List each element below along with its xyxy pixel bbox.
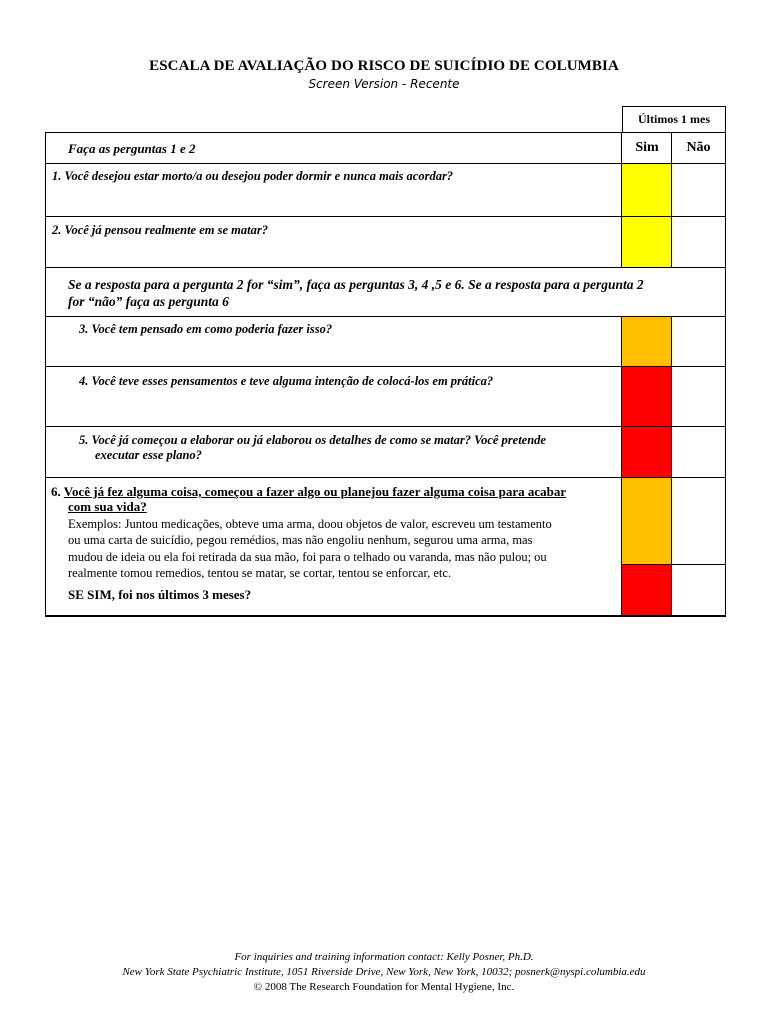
- grid-line: [621, 316, 622, 616]
- q5-yes-cell[interactable]: [622, 426, 672, 477]
- instruction-line-1: Se a resposta para a pergunta 2 for “sim”, faça as perguntas 3, 4 ,5 e 6. Se a resposta para a pergunta 2: [68, 277, 644, 292]
- intro-label: Faça as perguntas 1 e 2: [68, 141, 196, 156]
- grid-line: [45, 267, 726, 268]
- grid-line: [725, 106, 726, 616]
- grid-line: [45, 132, 46, 616]
- q3-yes-cell[interactable]: [622, 316, 672, 366]
- grid-line: [45, 615, 726, 617]
- question-6-example-3: mudou de ideia ou ela foi retirada da sua mão, foi para o telhado ou varanda, mas não pulou; ou: [68, 550, 547, 564]
- grid-line: [45, 163, 726, 164]
- grid-line: [671, 316, 672, 616]
- question-6-text: Você já fez alguma coisa, começou a fazer algo ou planejou fazer alguma coisa para acabar: [63, 484, 567, 499]
- question-6-example-4: realmente tomou remedios, tentou se matar, se cortar, tentou se enforcar, etc.: [68, 566, 452, 580]
- q6-followup-yes-cell[interactable]: [622, 564, 672, 615]
- question-6-line-1: [51, 484, 566, 499]
- question-6-number: 6.: [51, 484, 64, 499]
- question-2: 2. Você já pensou realmente em se matar?: [52, 223, 268, 237]
- q4-yes-cell[interactable]: [622, 366, 672, 426]
- grid-line: [45, 316, 726, 317]
- question-5-line-2: executar esse plano?: [95, 448, 202, 462]
- q2-yes-cell[interactable]: [622, 216, 672, 267]
- question-6-example-2: ou uma carta de suicídio, pegou remédios, mas não engoliu nenhum, segurou uma arma, mas: [68, 533, 533, 547]
- footer-copyright: © 2008 The Research Foundation for Mental Hygiene, Inc.: [253, 981, 515, 993]
- q6-yes-cell[interactable]: [622, 477, 672, 564]
- question-6-line-2: com sua vida?: [68, 499, 147, 514]
- question-4: 4. Você teve esses pensamentos e teve alguma intenção de colocá-los em prática?: [79, 374, 494, 388]
- footer-address: New York State Psychiatric Institute, 1051 Riverside Drive, New York, New York, 10032; posnerk@nyspi.columbia.edu: [122, 966, 646, 978]
- grid-line: [45, 132, 726, 133]
- page-title: ESCALA DE AVALIAÇÃO DO RISCO DE SUICÍDIO DE COLUMBIA: [149, 58, 619, 74]
- grid-line: [45, 477, 726, 478]
- instruction-line-2: for “não” faça as pergunta 6: [68, 294, 229, 309]
- question-3: 3. Você tem pensado em como poderia fazer isso?: [79, 322, 333, 336]
- col-yes: Sim: [635, 140, 659, 155]
- grid-line: [45, 366, 726, 367]
- page-subtitle: Screen Version - Recente: [308, 77, 460, 91]
- col-no: Não: [686, 140, 711, 155]
- q1-yes-cell[interactable]: [622, 164, 672, 216]
- grid-line: [622, 564, 726, 565]
- grid-line: [45, 426, 726, 427]
- question-6-example-1: Exemplos: Juntou medicações, obteve uma arma, doou objetos de valor, escreveu um testamento: [68, 517, 552, 531]
- question-5-line-1: 5. Você já começou a elaborar ou já elaborou os detalhes de como se matar? Você pretende: [79, 433, 546, 447]
- grid-line: [45, 216, 726, 217]
- question-6-followup: SE SIM, foi nos últimos 3 meses?: [68, 587, 252, 602]
- grid-line: [622, 106, 726, 107]
- period-label: Últimos 1 mes: [638, 112, 710, 126]
- question-1: 1. Você desejou estar morto/a ou desejou poder dormir e nunca mais acordar?: [52, 169, 454, 183]
- footer-contact: For inquiries and training information contact: Kelly Posner, Ph.D.: [234, 951, 534, 963]
